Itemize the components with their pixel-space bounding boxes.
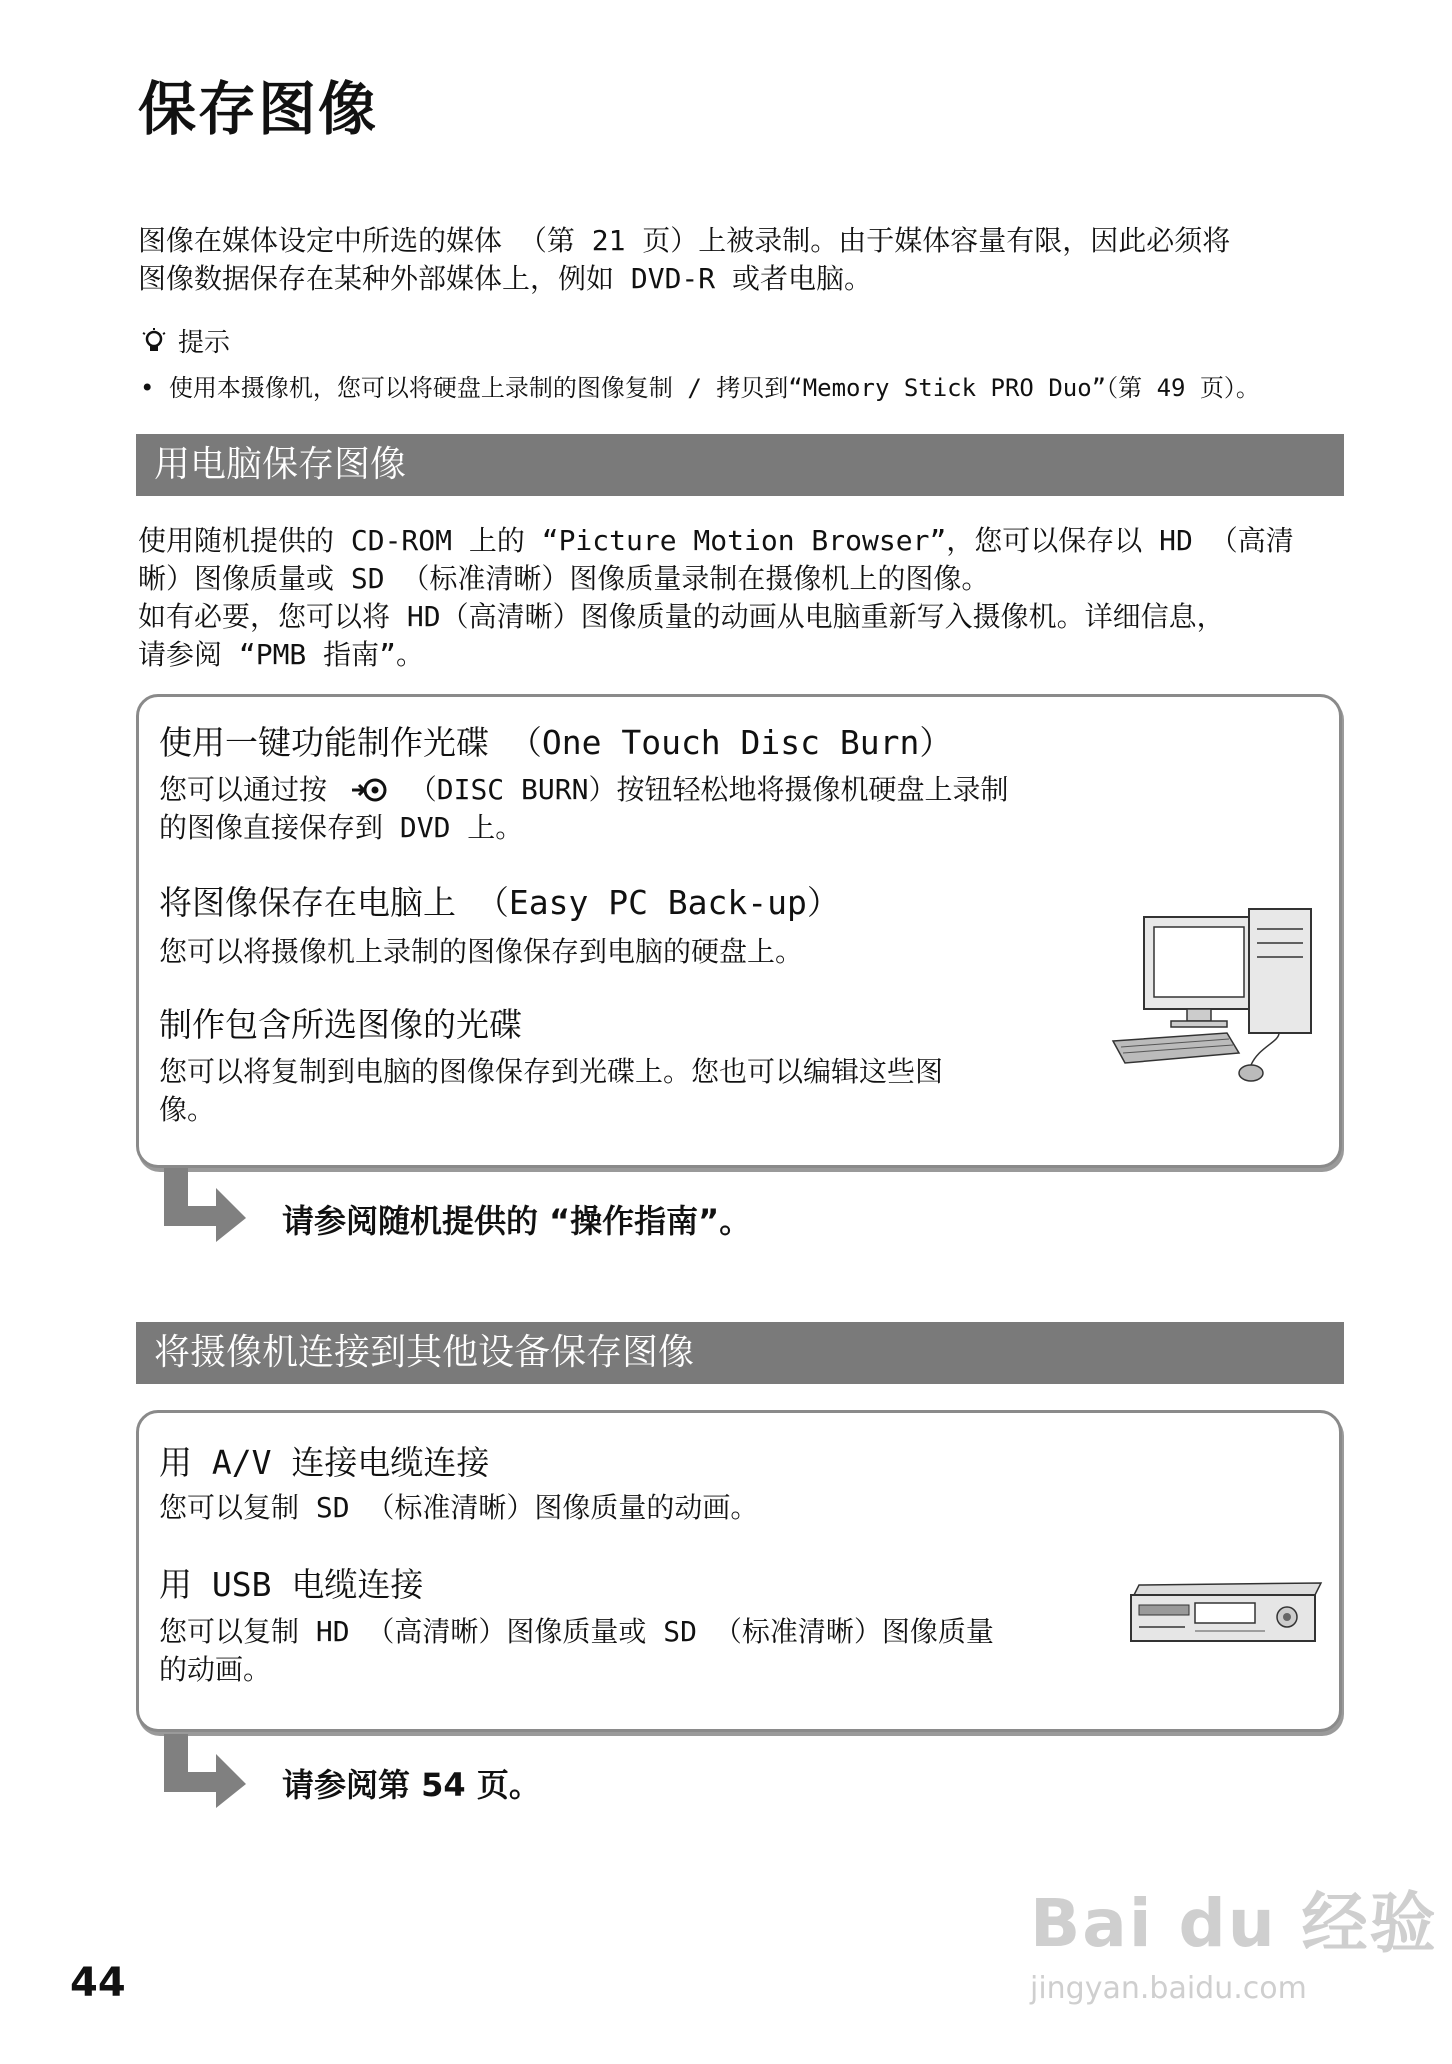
item-body-text: 您可以通过按 [159, 773, 328, 806]
desc-line: 使用随机提供的 CD-ROM 上的 “Picture Motion Browser”，您可以保存以 HD （高清 [138, 524, 1294, 557]
section-header-pc: 用电脑保存图像 [136, 434, 1344, 496]
item-body [159, 1053, 1059, 1129]
desc-line: 如有必要，您可以将 HD（高清晰）图像质量的动画从电脑重新写入摄像机。详细信息， [138, 600, 1225, 633]
item-body-text: 的动画。 [159, 1653, 272, 1686]
item-body-text: 的图像直接保存到 DVD 上。 [159, 811, 524, 844]
disc-burn-icon [348, 777, 388, 803]
reference-text-manual: 请参阅随机提供的 “操作指南”。 [282, 1202, 752, 1240]
item-body-text: 您可以复制 HD （高清晰）图像质量或 SD （标准清晰）图像质量 [159, 1615, 994, 1648]
item-heading: 制作包含所选图像的光碟 [159, 1005, 522, 1044]
reference-arrow-icon [160, 1734, 250, 1808]
page-title: 保存图像 [138, 75, 379, 143]
hint-item: • 使用本摄像机，您可以将硬盘上录制的图像复制 / 拷贝到“Memory Stick PRO Duo”（第 49 页）。 [140, 374, 1260, 402]
intro-paragraph [138, 222, 1338, 298]
item-body-text: （DISC BURN）按钮轻松地将摄像机硬盘上录制 [408, 773, 1009, 806]
recorder-illustration [1125, 1581, 1325, 1647]
reference-text-page: 请参阅第 54 页。 [282, 1766, 541, 1804]
desc-line: 晰）图像质量或 SD （标准清晰）图像质量录制在摄像机上的图像。 [138, 562, 990, 595]
reference-arrow-icon [160, 1168, 250, 1242]
item-heading: 用 USB 电缆连接 [159, 1565, 424, 1604]
intro-line: 图像在媒体设定中所选的媒体 （第 21 页）上被录制。由于媒体容量有限，因此必须将 [138, 224, 1231, 257]
hint-heading [140, 322, 230, 359]
intro-line: 图像数据保存在某种外部媒体上，例如 DVD-R 或者电脑。 [138, 262, 873, 295]
item-body: 您可以复制 SD （标准清晰）图像质量的动画。 [159, 1491, 759, 1524]
item-body: 您可以将摄像机上录制的图像保存到电脑的硬盘上。 [159, 935, 804, 968]
watermark-logo: Bai du 经验 [1030, 1885, 1438, 1962]
item-body-text: 您可以将复制到电脑的图像保存到光碟上。您也可以编辑这些图 [159, 1055, 944, 1088]
pc-options-box [136, 694, 1342, 1168]
item-body-text: 像。 [159, 1093, 216, 1126]
item-body [159, 771, 1059, 847]
section1-description [138, 522, 1348, 674]
watermark [1030, 1870, 1438, 2006]
page-number: 44 [70, 1960, 126, 2006]
item-heading: 使用一键功能制作光碟 （One Touch Disc Burn） [159, 723, 953, 762]
computer-illustration [1109, 907, 1329, 1087]
item-heading: 用 A/V 连接电缆连接 [159, 1443, 490, 1482]
lightbulb-icon [140, 327, 168, 355]
item-heading: 将图像保存在电脑上 （Easy PC Back-up） [159, 883, 840, 922]
watermark-url: jingyan.baidu.com [1030, 1971, 1307, 2006]
desc-line: 请参阅 “PMB 指南”。 [138, 638, 425, 671]
section-header-devices: 将摄像机连接到其他设备保存图像 [136, 1322, 1344, 1384]
item-body [159, 1613, 1059, 1689]
device-options-box [136, 1410, 1342, 1732]
hint-label: 提示 [178, 328, 231, 358]
